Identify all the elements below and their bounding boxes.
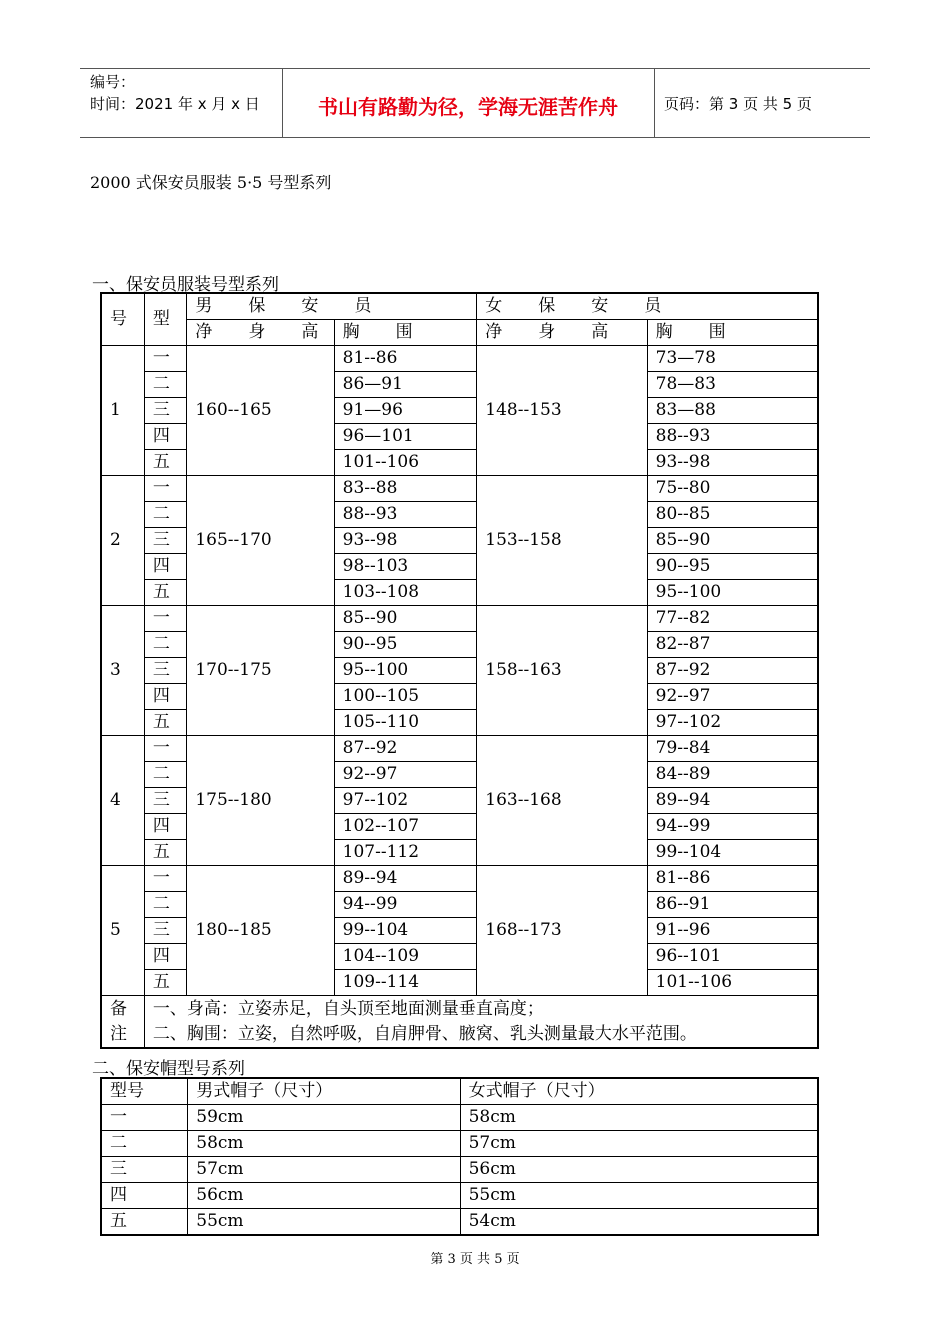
female-header: 女 保 安 员 [477, 293, 818, 320]
male-chest: 83--88 [334, 476, 477, 502]
size-type: 一 [144, 736, 187, 762]
male-hat-size: 58cm [188, 1131, 460, 1157]
size-number: 4 [101, 736, 144, 866]
male-hat-size: 56cm [188, 1183, 460, 1209]
size-type: 五 [144, 580, 187, 606]
female-height: 163--168 [477, 736, 647, 866]
size-type: 一 [144, 606, 187, 632]
female-height: 158--163 [477, 606, 647, 736]
size-type: 五 [144, 840, 187, 866]
male-chest: 100--105 [334, 684, 477, 710]
female-chest: 89--94 [647, 788, 818, 814]
female-hat-size: 54cm [460, 1209, 818, 1236]
male-chest: 81--86 [334, 346, 477, 372]
male-height: 160--165 [187, 346, 334, 476]
female-chest: 79--84 [647, 736, 818, 762]
male-chest: 101--106 [334, 450, 477, 476]
size-type: 四 [144, 944, 187, 970]
note-item: 一、身高：立姿赤足，自头顶至地面测量垂直高度； [152, 998, 544, 1019]
female-chest: 90--95 [647, 554, 818, 580]
male-header: 男 保 安 员 [187, 293, 477, 320]
male-chest: 109--114 [334, 970, 477, 996]
female-hat-size: 58cm [460, 1105, 818, 1131]
female-chest: 77--82 [647, 606, 818, 632]
female-chest: 88--93 [647, 424, 818, 450]
col-header-number: 号 [101, 293, 144, 346]
female-height: 168--173 [477, 866, 647, 996]
notes-content [144, 996, 818, 1049]
male-chest-header: 胸 围 [334, 320, 477, 346]
male-chest: 95--100 [334, 658, 477, 684]
hat-header-type: 型号 [101, 1078, 188, 1105]
size-type: 五 [144, 970, 187, 996]
section1-title: 一、保安员服装号型系列 [92, 275, 279, 295]
hat-type: 四 [101, 1183, 188, 1209]
female-chest-header: 胸 围 [647, 320, 818, 346]
female-chest: 86--91 [647, 892, 818, 918]
male-chest: 96—101 [334, 424, 477, 450]
table-row [101, 866, 818, 892]
size-number: 3 [101, 606, 144, 736]
female-hat-size: 57cm [460, 1131, 818, 1157]
size-type: 三 [144, 658, 187, 684]
header-meta [90, 71, 260, 115]
female-chest: 82--87 [647, 632, 818, 658]
size-type: 四 [144, 424, 187, 450]
female-chest: 87--92 [647, 658, 818, 684]
male-chest: 103--108 [334, 580, 477, 606]
section2-title: 二、保安帽型号系列 [92, 1059, 245, 1079]
size-type: 三 [144, 398, 187, 424]
size-type: 三 [144, 788, 187, 814]
hat-size-table [100, 1077, 819, 1236]
table-row [101, 606, 818, 632]
male-chest: 88--93 [334, 502, 477, 528]
size-type: 二 [144, 502, 187, 528]
female-chest: 84--89 [647, 762, 818, 788]
size-type: 一 [144, 346, 187, 372]
size-type: 二 [144, 372, 187, 398]
male-chest: 94--99 [334, 892, 477, 918]
male-hat-size: 59cm [188, 1105, 460, 1131]
size-type: 四 [144, 814, 187, 840]
male-chest: 91—96 [334, 398, 477, 424]
female-chest: 80--85 [647, 502, 818, 528]
header-divider [654, 69, 655, 137]
date-label: 时间：2021 年 x 月 x 日 [90, 95, 260, 113]
document-title: 2000 式保安员服装 5·5 号型系列 [90, 173, 332, 192]
female-chest: 81--86 [647, 866, 818, 892]
size-type: 二 [144, 762, 187, 788]
size-type: 一 [144, 476, 187, 502]
size-type: 四 [144, 554, 187, 580]
female-chest: 75--80 [647, 476, 818, 502]
female-hat-size: 56cm [460, 1157, 818, 1183]
table-row [101, 1183, 818, 1209]
male-chest: 97--102 [334, 788, 477, 814]
size-number: 1 [101, 346, 144, 476]
female-chest: 85--90 [647, 528, 818, 554]
female-chest: 78—83 [647, 372, 818, 398]
male-chest: 85--90 [334, 606, 477, 632]
female-chest: 94--99 [647, 814, 818, 840]
size-type: 三 [144, 528, 187, 554]
male-chest: 98--103 [334, 554, 477, 580]
page-footer: 第 3 页 共 5 页 [430, 1252, 520, 1267]
male-height: 170--175 [187, 606, 334, 736]
female-chest: 91--96 [647, 918, 818, 944]
male-chest: 92--97 [334, 762, 477, 788]
female-chest: 99--104 [647, 840, 818, 866]
male-chest: 90--95 [334, 632, 477, 658]
table-row [101, 346, 818, 372]
size-number: 5 [101, 866, 144, 996]
male-chest: 105--110 [334, 710, 477, 736]
hat-type: 一 [101, 1105, 188, 1131]
size-type: 三 [144, 918, 187, 944]
female-height: 148--153 [477, 346, 647, 476]
female-chest: 92--97 [647, 684, 818, 710]
uniform-size-table [100, 292, 819, 1049]
table-row [101, 736, 818, 762]
hat-type: 五 [101, 1209, 188, 1236]
size-type: 五 [144, 450, 187, 476]
header-motto: 书山有路勤为径，学海无涯苦作舟 [318, 95, 618, 119]
note-item: 二、胸围：立姿，自然呼吸，自肩胛骨、腋窝、乳头测量最大水平范围。 [152, 1023, 697, 1044]
serial-label: 编号： [90, 73, 136, 91]
male-chest: 104--109 [334, 944, 477, 970]
hat-type: 二 [101, 1131, 188, 1157]
male-chest: 89--94 [334, 866, 477, 892]
table-row [101, 476, 818, 502]
table-row [101, 1157, 818, 1183]
hat-header-female: 女式帽子（尺寸） [460, 1078, 818, 1105]
male-height: 175--180 [187, 736, 334, 866]
female-chest: 73—78 [647, 346, 818, 372]
page-header [80, 68, 870, 138]
notes-label: 备注 [101, 996, 144, 1049]
female-chest: 93--98 [647, 450, 818, 476]
female-hat-size: 55cm [460, 1183, 818, 1209]
female-chest: 97--102 [647, 710, 818, 736]
female-chest: 83—88 [647, 398, 818, 424]
hat-type: 三 [101, 1157, 188, 1183]
size-type: 二 [144, 632, 187, 658]
female-chest: 95--100 [647, 580, 818, 606]
male-chest: 86—91 [334, 372, 477, 398]
female-height: 153--158 [477, 476, 647, 606]
male-chest: 107--112 [334, 840, 477, 866]
female-chest: 96--101 [647, 944, 818, 970]
table-row [101, 1131, 818, 1157]
col-header-type: 型 [144, 293, 187, 346]
size-type: 四 [144, 684, 187, 710]
female-chest: 101--106 [647, 970, 818, 996]
male-height: 180--185 [187, 866, 334, 996]
header-page-number: 页码：第 3 页 共 5 页 [664, 95, 812, 113]
size-type: 五 [144, 710, 187, 736]
table-row [101, 1209, 818, 1236]
male-hat-size: 57cm [188, 1157, 460, 1183]
size-type: 二 [144, 892, 187, 918]
male-chest: 99--104 [334, 918, 477, 944]
size-type: 一 [144, 866, 187, 892]
male-height: 165--170 [187, 476, 334, 606]
size-number: 2 [101, 476, 144, 606]
female-height-header: 净 身 高 [477, 320, 647, 346]
male-height-header: 净 身 高 [187, 320, 334, 346]
male-chest: 102--107 [334, 814, 477, 840]
male-chest: 93--98 [334, 528, 477, 554]
hat-header-male: 男式帽子（尺寸） [188, 1078, 460, 1105]
male-chest: 87--92 [334, 736, 477, 762]
male-hat-size: 55cm [188, 1209, 460, 1236]
table-row [101, 1105, 818, 1131]
